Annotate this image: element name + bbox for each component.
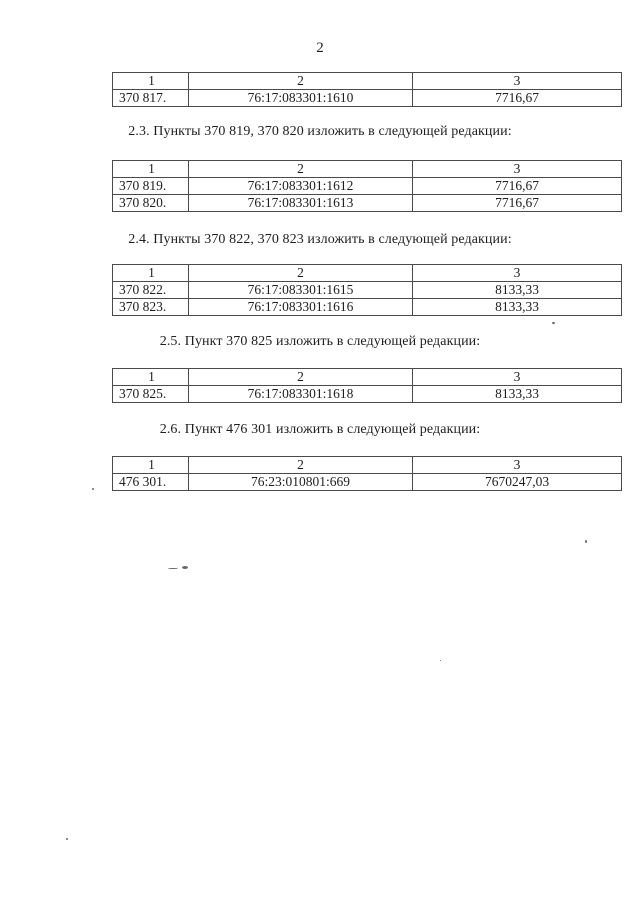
section-heading-2-6: 2.6. Пункт 476 301 изложить в следующей редакции: xyxy=(159,422,481,437)
table-row xyxy=(113,178,622,195)
cadastral-number: 76:23:010801:669 xyxy=(189,474,413,491)
header-col-1: 1 xyxy=(113,73,189,90)
table-row xyxy=(113,282,622,299)
value: 7716,67 xyxy=(413,90,622,107)
table-370-822-823 xyxy=(112,264,622,316)
header-col-2: 2 xyxy=(189,73,413,90)
table-row xyxy=(113,299,622,316)
table-476-301 xyxy=(112,456,622,491)
cadastral-number: 76:17:083301:1610 xyxy=(189,90,413,107)
item-number: 370 825. xyxy=(113,386,189,403)
section-heading-2-4: 2.4. Пункты 370 822, 370 823 изложить в следующей редакции: xyxy=(128,232,512,247)
item-number: 370 823. xyxy=(113,299,189,316)
value: 7716,67 xyxy=(413,178,622,195)
item-number: 370 822. xyxy=(113,282,189,299)
table-header-row xyxy=(113,161,622,178)
cadastral-number: 76:17:083301:1615 xyxy=(189,282,413,299)
item-number: 476 301. xyxy=(113,474,189,491)
table-row xyxy=(113,90,622,107)
table-header-row xyxy=(113,457,622,474)
cadastral-number: 76:17:083301:1613 xyxy=(189,195,413,212)
scan-speck xyxy=(440,660,441,661)
table-370-819-820 xyxy=(112,160,622,212)
item-number: 370 817. xyxy=(113,90,189,107)
cadastral-number: 76:17:083301:1618 xyxy=(189,386,413,403)
table-370-825 xyxy=(112,368,622,403)
table-row xyxy=(113,474,622,491)
header-col-3: 3 xyxy=(413,369,622,386)
header-col-1: 1 xyxy=(113,457,189,474)
header-col-2: 2 xyxy=(189,369,413,386)
value: 7670247,03 xyxy=(413,474,622,491)
header-col-1: 1 xyxy=(113,369,189,386)
value: 8133,33 xyxy=(413,282,622,299)
header-col-3: 3 xyxy=(413,73,622,90)
table-header-row xyxy=(113,265,622,282)
header-col-3: 3 xyxy=(413,161,622,178)
header-col-1: 1 xyxy=(113,265,189,282)
table-370-817 xyxy=(112,72,622,107)
scan-speck xyxy=(585,540,587,543)
cadastral-number: 76:17:083301:1616 xyxy=(189,299,413,316)
section-heading-2-3: 2.3. Пункты 370 819, 370 820 изложить в следующей редакции: xyxy=(128,124,512,139)
value: 7716,67 xyxy=(413,195,622,212)
scan-speck xyxy=(66,838,68,840)
scan-speck xyxy=(92,488,94,490)
scan-speck xyxy=(182,566,188,569)
value: 8133,33 xyxy=(413,386,622,403)
header-col-2: 2 xyxy=(189,161,413,178)
table-row xyxy=(113,195,622,212)
item-number: 370 819. xyxy=(113,178,189,195)
header-col-2: 2 xyxy=(189,265,413,282)
scan-speck xyxy=(552,322,555,324)
table-header-row xyxy=(113,73,622,90)
cadastral-number: 76:17:083301:1612 xyxy=(189,178,413,195)
value: 8133,33 xyxy=(413,299,622,316)
header-col-3: 3 xyxy=(413,457,622,474)
section-heading-2-5: 2.5. Пункт 370 825 изложить в следующей редакции: xyxy=(159,334,481,349)
header-col-2: 2 xyxy=(189,457,413,474)
page-number: 2 xyxy=(316,40,324,56)
header-col-3: 3 xyxy=(413,265,622,282)
scan-speck xyxy=(168,568,178,569)
header-col-1: 1 xyxy=(113,161,189,178)
table-header-row xyxy=(113,369,622,386)
item-number: 370 820. xyxy=(113,195,189,212)
table-row xyxy=(113,386,622,403)
